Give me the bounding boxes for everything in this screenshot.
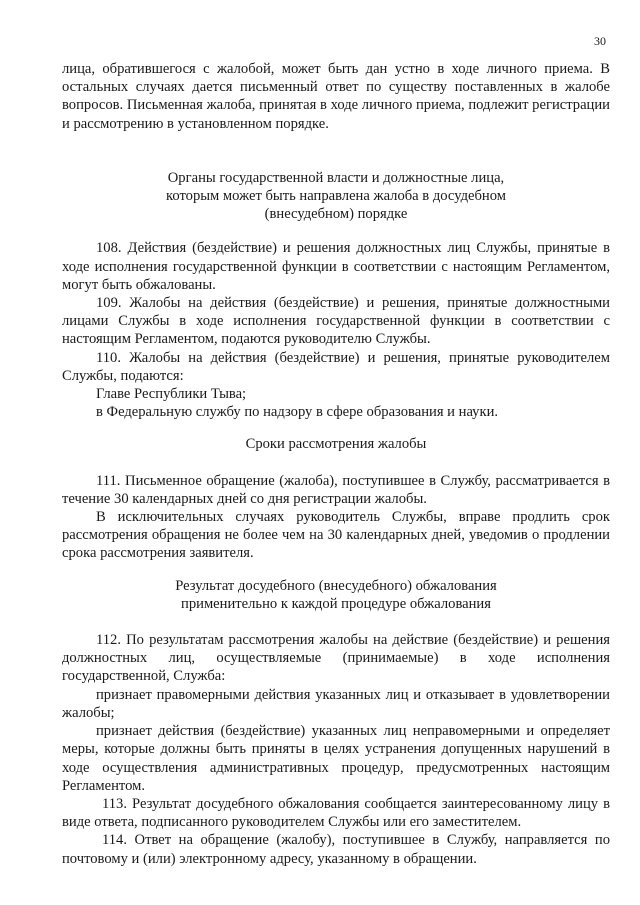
heading-line: (внесудебном) порядке — [264, 206, 408, 223]
paragraph-110: 110. Жалобы на действия (бездействие) и решения, принятые руководителем Службы, подаются: — [62, 349, 610, 384]
list-item-federal-service: в Федеральную службу по надзору в сфере образования и науки. — [96, 404, 499, 421]
heading-line: Органы государственной власти и должностные лица, — [167, 169, 505, 186]
page-number: 30 — [594, 34, 606, 48]
paragraph-111: 111. Письменное обращение (жалоба), поступившее в Службу, рассматривается в течение 30 календарных дней со дня регистрации жалобы. — [62, 472, 610, 507]
list-item-head-of-republic: Главе Республики Тыва; — [96, 386, 247, 403]
heading-line: Результат досудебного (внесудебного) обжалования — [175, 577, 497, 594]
paragraph-112: 112. По результатам рассмотрения жалобы на действие (бездействие) и решения должностных лиц, осуществляемые (принимаемые) в ходе исполнения государственной, Служба: — [62, 632, 610, 685]
heading-line: применительно к каждой процедуре обжалования — [181, 595, 491, 612]
paragraph-111-extension: В исключительных случаях руководитель Службы, вправе продлить срок рассмотрения обращения не более чем на 30 календарных дней, уведомив о продлении срока рассмотрения заявителя. — [62, 509, 610, 562]
paragraph-113: 113. Результат досудебного обжалования сообщается заинтересованному лицу в виде ответа, подписанного руководителем Службы или его заместителем. — [62, 795, 610, 831]
paragraph-112-unlawful: признает действия (бездействие) указанных лиц неправомерными и определяет меры, которые должны быть приняты в целях устранения допущенных нарушений в ходе осуществления административных процедур, предусмотренных настоящим Регламентом. — [62, 723, 610, 794]
paragraph-109: 109. Жалобы на действия (бездействие) и решения, принятые должностными лицами Службы в ходе исполнения государственной функции в соответствии с настоящим Регламентом, подаются руководителю Службы. — [62, 295, 610, 348]
paragraph-108: 108. Действия (бездействие) и решения должностных лиц Службы, принятые в ходе исполнения государственной функции в соответствии с настоящим Регламентом, могут быть обжалованы. — [62, 240, 610, 293]
section-heading-authorities — [62, 169, 610, 224]
page-content — [62, 60, 610, 868]
intro-paragraph: лица, обратившегося с жалобой, может быть дан устно в ходе личного приема. В остальных случаях дается письменный ответ по существу поставленных в жалобе вопросов. Письменная жалоба, принятая в ходе личного приема, подлежит регистрации и рассмотрению в установленном порядке. — [62, 61, 610, 132]
paragraph-114: 114. Ответ на обращение (жалобу), поступившее в Службу, направляется по почтовому и (или) электронному адресу, указанному в обращении. — [62, 832, 610, 867]
heading-line: которым может быть направлена жалоба в досудебном — [166, 188, 506, 205]
section-heading-deadlines: Сроки рассмотрения жалобы — [245, 436, 427, 453]
paragraph-112-lawful: признает правомерными действия указанных лиц и отказывает в удовлетворении жалобы; — [62, 686, 610, 721]
section-heading-result — [62, 577, 610, 613]
